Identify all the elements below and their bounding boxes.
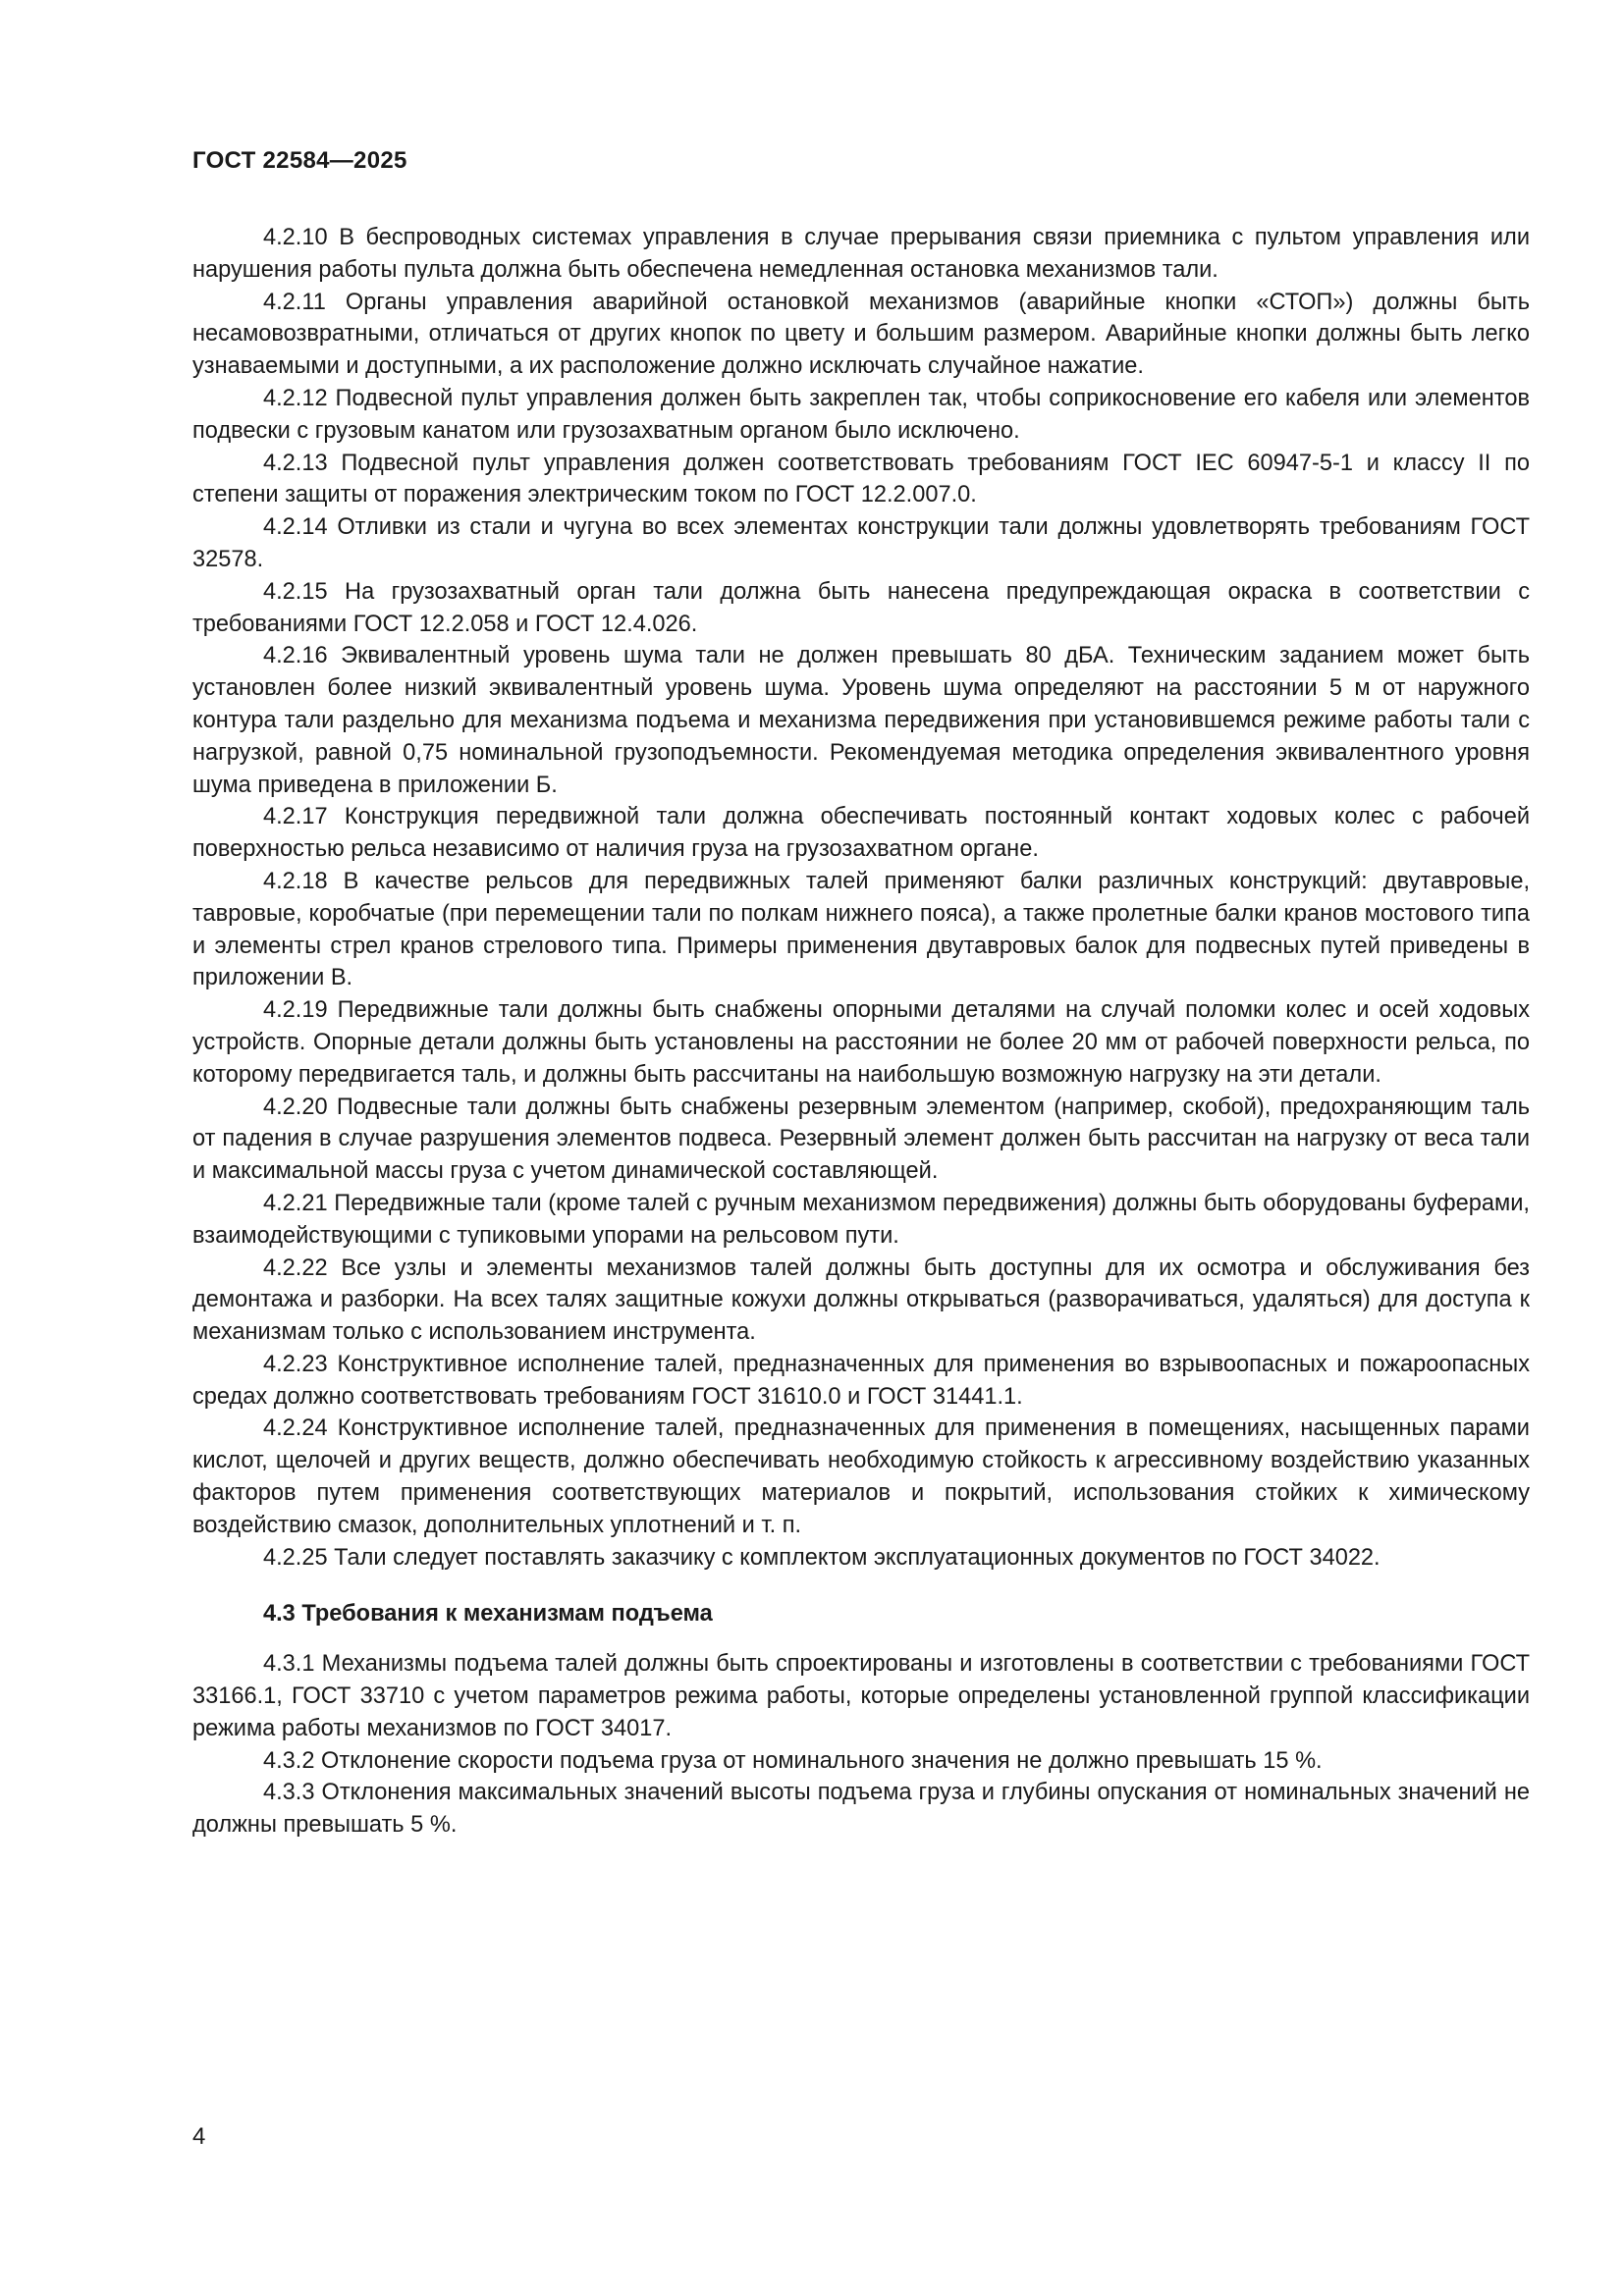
paragraph-4-2-19: 4.2.19 Передвижные тали должны быть снабжены опорными деталями на случай поломки колес и осей ходовых устройств. Опорные детали должны быть установлены на расстоянии не более 20 мм от рабочей поверхности рельса, по которому передвигается таль, и должны быть рассчитаны на наибольшую возможную нагрузку на эти детали.	[192, 997, 1530, 1088]
paragraph-4-2-25: 4.2.25 Тали следует поставлять заказчику с комплектом эксплуатационных документов по ГОСТ 34022.	[263, 1544, 1380, 1571]
paragraph-4-2-23: 4.2.23 Конструктивное исполнение талей, предназначенных для применения во взрывоопасных и пожароопасных средах должно соответствовать требованиям ГОСТ 31610.0 и ГОСТ 31441.1.	[192, 1351, 1530, 1410]
paragraph-4-2-18: 4.2.18 В качестве рельсов для передвижных талей применяют балки различных конструкций: двутавровые, тавровые, коробчатые (при перемещении тали по полкам нижнего пояса), а также пролетные балки кранов мостового типа и элементы стрел кранов стрелового типа. Примеры применения двутавровых балок для подвесных путей приведены в приложении В.	[192, 868, 1530, 991]
paragraph-4-2-14: 4.2.14 Отливки из стали и чугуна во всех элементах конструкции тали должны удовлетворять требованиям ГОСТ 32578.	[192, 514, 1530, 572]
document-header-title: ГОСТ 22584—2025	[192, 147, 407, 174]
paragraph-4-2-22: 4.2.22 Все узлы и элементы механизмов талей должны быть доступны для их осмотра и обслуживания без демонтажа и разборки. На всех талях защитные кожухи должны открываться (разворачиваться, удаляться) для доступа к механизмам только с использованием инструмента.	[192, 1255, 1530, 1346]
paragraph-4-2-13: 4.2.13 Подвесной пульт управления должен соответствовать требованиям ГОСТ IEC 60947-5-1 и классу II по степени защиты от поражения электрическим током по ГОСТ 12.2.007.0.	[192, 450, 1530, 508]
paragraph-4-2-16: 4.2.16 Эквивалентный уровень шума тали не должен превышать 80 дБА. Техническим заданием может быть установлен более низкий эквивалентный уровень шума. Уровень шума определяют на расстоянии 5 м от наружного контура тали раздельно для механизма подъема и механизма передвижения при установившемся режиме работы тали с нагрузкой, равной 0,75 номинальной грузоподъемности. Рекомендуемая методика определения эквивалентного уровня шума приведена в приложении Б.	[192, 643, 1530, 798]
paragraph-4-2-17: 4.2.17 Конструкция передвижной тали должна обеспечивать постоянный контакт ходовых колес с рабочей поверхностью рельса независимо от наличия груза на грузозахватном органе.	[192, 804, 1530, 863]
paragraph-4-2-21: 4.2.21 Передвижные тали (кроме талей с ручным механизмом передвижения) должны быть оборудованы буферами, взаимодействующими с тупиковыми упорами на рельсовом пути.	[192, 1190, 1530, 1249]
section-heading-4-3: 4.3 Требования к механизмам подъема	[263, 1601, 713, 1628]
paragraph-4-2-15: 4.2.15 На грузозахватный орган тали должна быть нанесена предупреждающая окраска в соответствии с требованиями ГОСТ 12.2.058 и ГОСТ 12.4.026.	[192, 578, 1530, 637]
paragraph-4-2-20: 4.2.20 Подвесные тали должны быть снабжены резервным элементом (например, скобой), предохраняющим таль от падения в случае разрушения элементов подвеса. Резервный элемент должен быть рассчитан на нагрузку от веса тали и максимальной массы груза с учетом динамической составляющей.	[192, 1094, 1530, 1185]
page-number: 4	[192, 2123, 206, 2150]
paragraph-4-3-3: 4.3.3 Отклонения максимальных значений высоты подъема груза и глубины опускания от номинальных значений не должны превышать 5 %.	[192, 1780, 1530, 1839]
paragraph-4-2-12: 4.2.12 Подвесной пульт управления должен быть закреплен так, чтобы соприкосновение его кабеля или элементов подвески с грузовым канатом или грузозахватным органом было исключено.	[192, 385, 1530, 444]
document-body	[192, 222, 1530, 1842]
paragraph-4-2-10: 4.2.10 В беспроводных системах управления в случае прерывания связи приемника с пультом управления или нарушения работы пульта должна быть обеспечена немедленная остановка механизмов тали.	[192, 225, 1530, 283]
paragraph-4-2-24: 4.2.24 Конструктивное исполнение талей, предназначенных для применения в помещениях, насыщенных парами кислот, щелочей и других веществ, должно обеспечивать необходимую стойкость к агрессивному воздействию указанных факторов путем применения соответствующих материалов и покрытий, использования стойких к химическому воздействию смазок, дополнительных уплотнений и т. п.	[192, 1415, 1530, 1538]
paragraph-4-3-2: 4.3.2 Отклонение скорости подъема груза от номинального значения не должно превышать 15 %.	[263, 1747, 1323, 1774]
paragraph-4-2-11: 4.2.11 Органы управления аварийной остановкой механизмов (аварийные кнопки «СТОП») должны быть несамовозвратными, отличаться от других кнопок по цвету и большим размером. Аварийные кнопки должны быть легко узнаваемыми и доступными, а их расположение должно исключать случайное нажатие.	[192, 289, 1530, 380]
paragraph-4-3-1: 4.3.1 Механизмы подъема талей должны быть спроектированы и изготовлены в соответствии с требованиями ГОСТ 33166.1, ГОСТ 33710 с учетом параметров режима работы, которые определены установленной группой классификации режима работы механизмов по ГОСТ 34017.	[192, 1651, 1530, 1741]
